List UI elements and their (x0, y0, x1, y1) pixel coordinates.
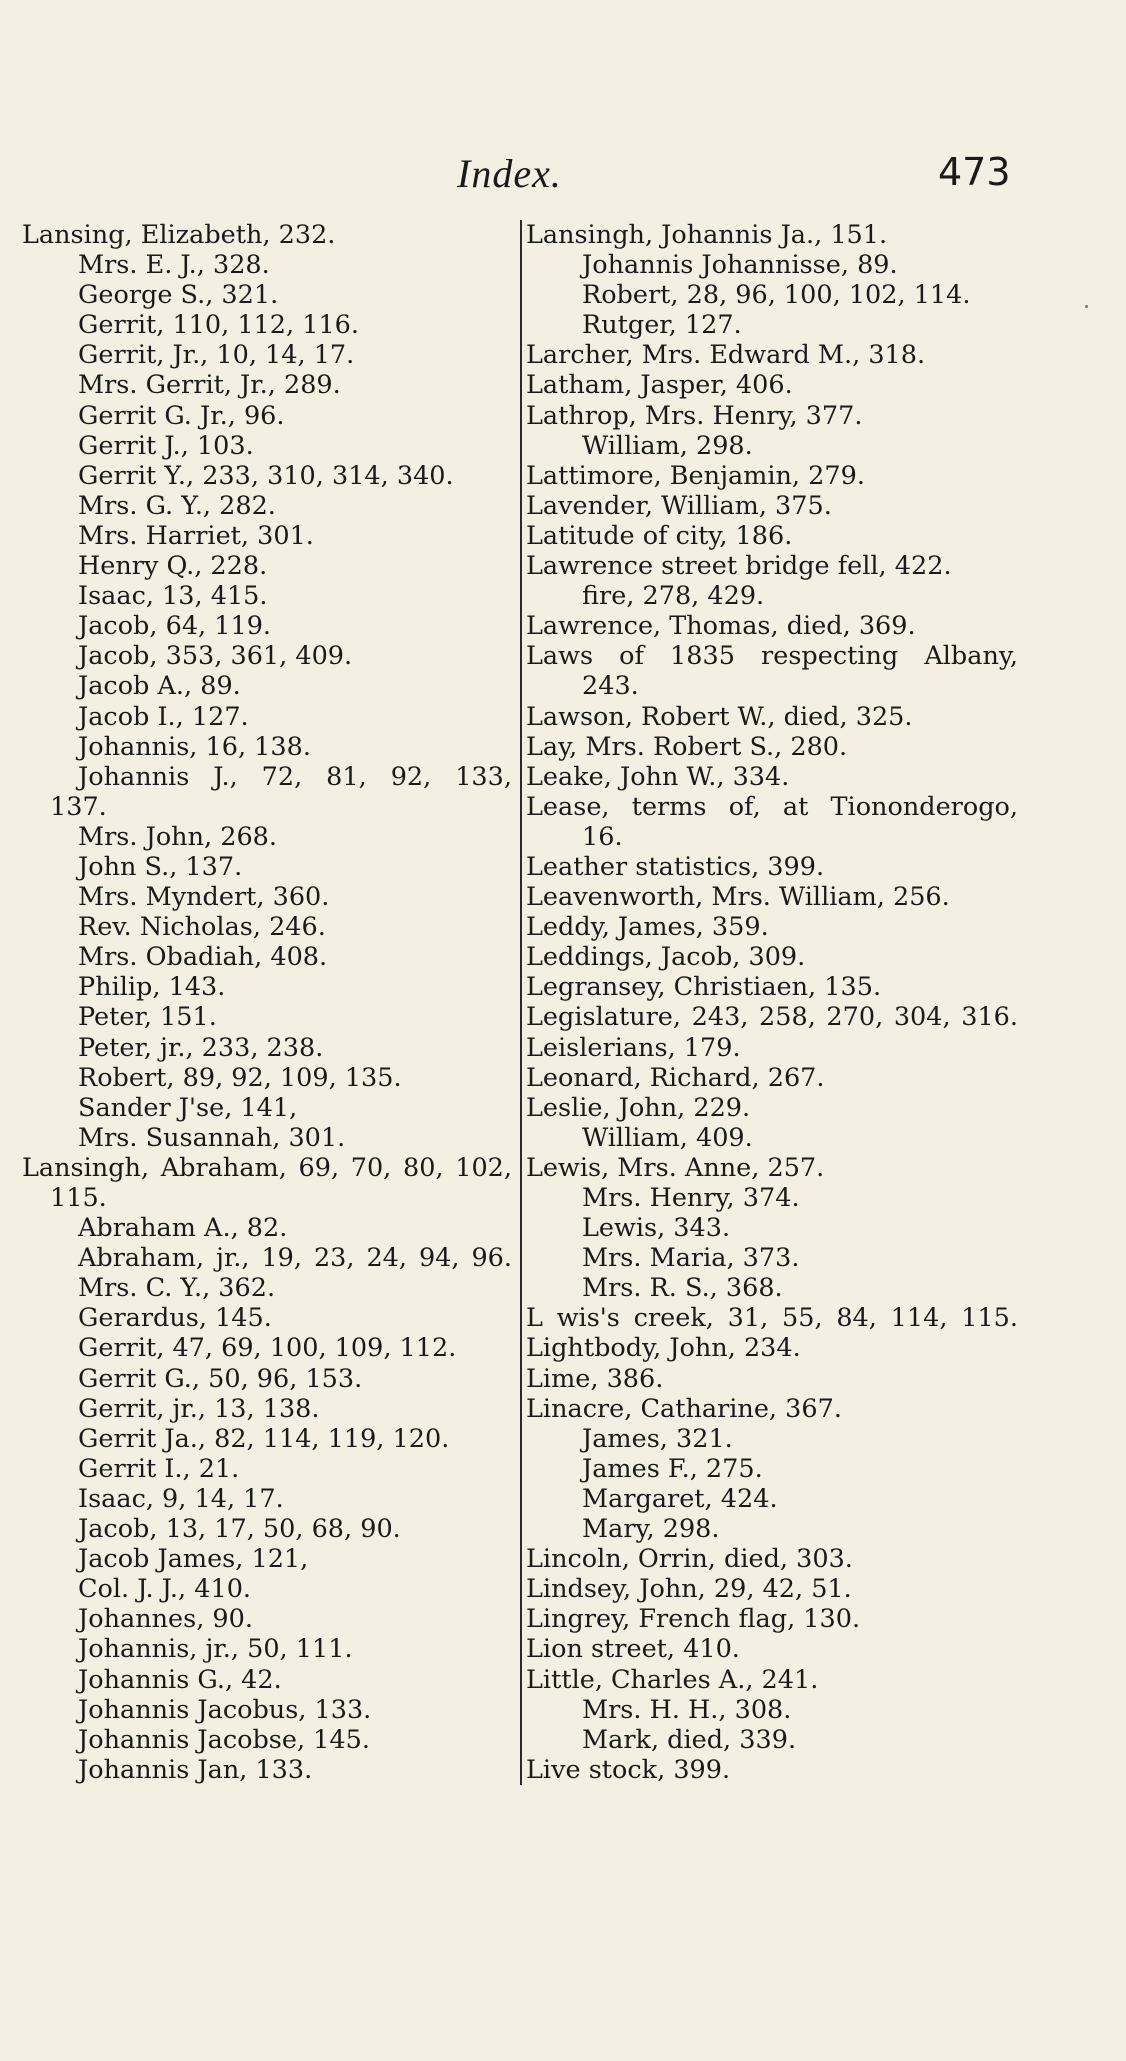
index-entry: Mrs. C. Y., 362. (78, 1273, 276, 1304)
index-entry: Jacob, 353, 361, 409. (78, 641, 353, 672)
page-number: 473 (938, 150, 1011, 194)
index-entry: L wis's creek, 31, 55, 84, 114, 115. (526, 1303, 1018, 1334)
index-entry: Legransey, Christiaen, 135. (526, 972, 882, 1003)
index-entry: Isaac, 9, 14, 17. (78, 1483, 284, 1514)
index-entry: 16. (582, 821, 623, 852)
index-entry: Gerardus, 145. (78, 1303, 272, 1334)
index-entry: Lewis, 343. (582, 1213, 731, 1244)
index-entry: 115. (50, 1183, 107, 1213)
index-entry: Jacob, 13, 17, 50, 68, 90. (78, 1514, 401, 1545)
index-entry: Lewis, Mrs. Anne, 257. (526, 1152, 825, 1183)
index-entry: Jacob James, 121, (78, 1544, 309, 1575)
index-entry: Gerrit J., 103. (78, 430, 254, 461)
index-entry: Mrs. G. Y., 282. (78, 490, 276, 521)
speck-mark (1085, 305, 1088, 308)
index-entry: Lay, Mrs. Robert S., 280. (526, 731, 848, 762)
index-entry: Latitude of city, 186. (526, 520, 793, 551)
index-entry: Leddy, James, 359. (526, 912, 769, 943)
index-entry: William, 298. (582, 430, 753, 461)
index-entry: Lattimore, Benjamin, 279. (526, 460, 865, 491)
index-entry: Lime, 386. (526, 1363, 664, 1394)
index-entry: Margaret, 424. (582, 1483, 778, 1514)
index-entry: Leslie, John, 229. (526, 1092, 751, 1123)
index-entry: Abraham A., 82. (78, 1213, 288, 1244)
index-entry: Isaac, 13, 415. (78, 581, 268, 612)
index-entry: Lincoln, Orrin, died, 303. (526, 1544, 853, 1575)
index-entry: 243. (582, 671, 639, 702)
index-entry: John S., 137. (78, 851, 243, 882)
index-entry: Lansingh, Johannis Ja., 151. (526, 220, 888, 250)
index-entry: George S., 321. (78, 280, 279, 311)
index-entry: Jacob A., 89. (78, 671, 241, 702)
index-entry: Gerrit I., 21. (78, 1453, 240, 1484)
index-entry: Sander J'se, 141, (78, 1092, 298, 1123)
index-entry: Mrs. Henry, 374. (582, 1183, 800, 1213)
index-entry: Rutger, 127. (582, 310, 742, 341)
page-header (0, 150, 1126, 200)
index-entry: Robert, 89, 92, 109, 135. (78, 1062, 402, 1093)
page-title: Index. (457, 151, 562, 196)
index-entry: Gerrit, jr., 13, 138. (78, 1393, 320, 1424)
index-entry: Legislature, 243, 258, 270, 304, 316. (526, 1002, 1018, 1033)
index-entry: James, 321. (582, 1423, 733, 1454)
index-entry: Leislerians, 179. (526, 1032, 741, 1063)
index-entry: Johannis Johannisse, 89. (582, 250, 898, 281)
index-entry: Mrs. Susannah, 301. (78, 1122, 346, 1153)
index-entry: Philip, 143. (78, 972, 226, 1003)
index-entry: Gerrit, Jr., 10, 14, 17. (78, 340, 355, 371)
index-entry: Abraham, jr., 19, 23, 24, 94, 96. (78, 1243, 512, 1274)
index-entry: fire, 278, 429. (582, 581, 765, 612)
index-entry: Lansingh, Abraham, 69, 70, 80, 102, (22, 1152, 512, 1183)
index-entry: Col. J. J., 410. (78, 1574, 252, 1605)
index-entry: Lightbody, John, 234. (526, 1333, 801, 1364)
index-entry: Johannis, jr., 50, 111. (78, 1634, 353, 1665)
index-entry: Gerrit, 110, 112, 116. (78, 310, 359, 341)
index-column-right (520, 220, 1018, 1785)
index-entry: Lathrop, Mrs. Henry, 377. (526, 400, 863, 431)
index-entry: Rev. Nicholas, 246. (78, 912, 326, 943)
index-entry: Little, Charles A., 241. (526, 1664, 819, 1695)
index-entry: Peter, 151. (78, 1002, 217, 1033)
index-entry: Lingrey, French flag, 130. (526, 1604, 861, 1635)
index-entry: Mrs. Maria, 373. (582, 1243, 800, 1274)
index-entry: Gerrit G., 50, 96, 153. (78, 1363, 363, 1394)
index-entry: Robert, 28, 96, 100, 102, 114. (582, 280, 971, 311)
index-entry: Mrs. Myndert, 360. (78, 882, 330, 913)
index-entry: Lindsey, John, 29, 42, 51. (526, 1574, 852, 1605)
index-entry: Mark, died, 339. (582, 1724, 797, 1755)
index-entry: Jacob, 64, 119. (78, 611, 272, 642)
index-entry: Lavender, William, 375. (526, 490, 832, 521)
index-entry: Johannis Jan, 133. (78, 1754, 313, 1785)
index-entry: William, 409. (582, 1122, 753, 1153)
index-entry: Lease, terms of, at Tiononderogo, (526, 791, 1018, 822)
index-entry: Mrs. E. J., 328. (78, 250, 270, 281)
index-entry: Mrs. Obadiah, 408. (78, 942, 328, 973)
index-entry: Leonard, Richard, 267. (526, 1062, 825, 1093)
index-entry: Larcher, Mrs. Edward M., 318. (526, 340, 926, 371)
index-entry: Mrs. R. S., 368. (582, 1273, 783, 1304)
index-entry: Leake, John W., 334. (526, 761, 790, 792)
index-entry: Mary, 298. (582, 1514, 720, 1545)
index-entry: Latham, Jasper, 406. (526, 370, 793, 401)
index-entry: James F., 275. (582, 1453, 763, 1484)
index-entry: Live stock, 399. (526, 1754, 731, 1785)
index-entry: Johannis Jacobus, 133. (78, 1694, 372, 1725)
index-entry: Johannis J., 72, 81, 92, 133, (78, 761, 512, 792)
index-entry: Peter, jr., 233, 238. (78, 1032, 324, 1063)
index-entry: Johannis G., 42. (78, 1664, 282, 1695)
index-entry: Lawrence street bridge fell, 422. (526, 551, 952, 582)
index-entry: 137. (50, 791, 107, 822)
index-entry: Jacob I., 127. (78, 701, 249, 732)
index-entry: Henry Q., 228. (78, 551, 268, 582)
index-entry: Johannis, 16, 138. (78, 731, 311, 762)
index-entry: Lawrence, Thomas, died, 369. (526, 611, 916, 642)
index-entry: Mrs. H. H., 308. (582, 1694, 792, 1725)
index-entry: Gerrit Ja., 82, 114, 119, 120. (78, 1423, 450, 1454)
index-entry: Johannis Jacobse, 145. (78, 1724, 370, 1755)
index-entry: Laws of 1835 respecting Albany, (526, 641, 1018, 672)
index-entry: Gerrit G. Jr., 96. (78, 400, 285, 431)
index-entry: Mrs. Gerrit, Jr., 289. (78, 370, 341, 401)
index-column-left (22, 220, 512, 1785)
index-entry: Lion street, 410. (526, 1634, 740, 1665)
index-entry: Linacre, Catharine, 367. (526, 1393, 842, 1424)
index-entry: Gerrit Y., 233, 310, 314, 340. (78, 460, 454, 491)
index-entry: Mrs. John, 268. (78, 821, 278, 852)
index-entry: Leavenworth, Mrs. William, 256. (526, 882, 950, 913)
index-entry: Johannes, 90. (78, 1604, 253, 1635)
index-entry: Mrs. Harriet, 301. (78, 520, 314, 551)
index-entry: Lawson, Robert W., died, 325. (526, 701, 913, 732)
index-entry: Lansing, Elizabeth, 232. (22, 220, 336, 250)
index-entry: Gerrit, 47, 69, 100, 109, 112. (78, 1333, 457, 1364)
index-entry: Leddings, Jacob, 309. (526, 942, 806, 973)
index-entry: Leather statistics, 399. (526, 851, 825, 882)
